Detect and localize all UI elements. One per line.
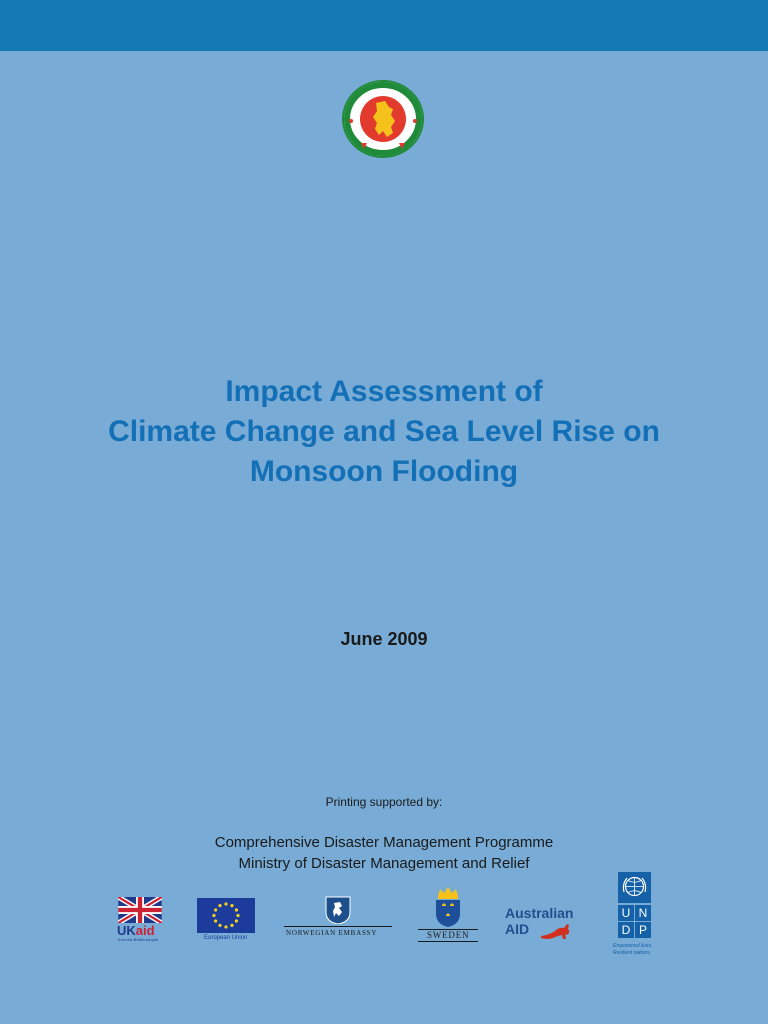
kangaroo-icon — [539, 921, 575, 941]
eu-logo — [196, 898, 256, 942]
australia-line1: Australian — [505, 905, 574, 921]
eu-caption: European Union — [204, 935, 248, 941]
undp-letter-n: N — [635, 905, 651, 921]
undp-logo — [610, 872, 660, 962]
government-seal-icon — [341, 79, 425, 159]
norwegian-embassy-logo — [284, 896, 392, 942]
sweden-crest-icon — [432, 886, 464, 928]
undp-letter-u: U — [618, 905, 634, 921]
programme-block — [0, 832, 768, 874]
title-line-3: Monsoon Flooding — [249, 455, 519, 488]
undp-tagline-2: Resilient nations. — [613, 950, 652, 956]
uk-flag-icon — [118, 897, 162, 923]
norway-caption: NORWEGIAN EMBASSY — [286, 929, 378, 937]
undp-letter-d: D — [618, 922, 634, 938]
programme-name: Comprehensive Disaster Management Programme — [214, 834, 554, 851]
norway-rule — [284, 926, 392, 927]
title-line-1: Impact Assessment of — [225, 375, 543, 408]
undp-letter-p: P — [635, 922, 651, 938]
ukaid-aid-text: aid — [135, 923, 155, 938]
title-line-2: Climate Change and Sea Level Rise on — [108, 415, 660, 448]
ukaid-logo — [116, 897, 164, 943]
publication-date: June 2009 — [340, 629, 428, 649]
top-header-band — [0, 0, 768, 51]
ukaid-tagline: from the British people — [118, 937, 159, 942]
sweden-caption: SWEDEN — [427, 930, 470, 940]
undp-emblem-box — [618, 872, 651, 903]
eu-flag-icon — [197, 898, 255, 933]
australia-line2: AID — [505, 921, 530, 937]
australian-aid-logo — [505, 905, 591, 945]
document-title — [0, 372, 768, 492]
un-emblem-icon — [618, 872, 651, 903]
sweden-logo — [416, 886, 480, 944]
sweden-rule-bottom — [418, 941, 478, 942]
ukaid-uk-text: UK — [117, 923, 136, 938]
norway-coat-of-arms-icon — [325, 896, 351, 924]
ministry-name: Ministry of Disaster Management and Relief — [238, 855, 530, 872]
undp-tagline-1: Empowered lives. — [613, 943, 653, 949]
printing-support-label: Printing supported by: — [325, 795, 443, 809]
